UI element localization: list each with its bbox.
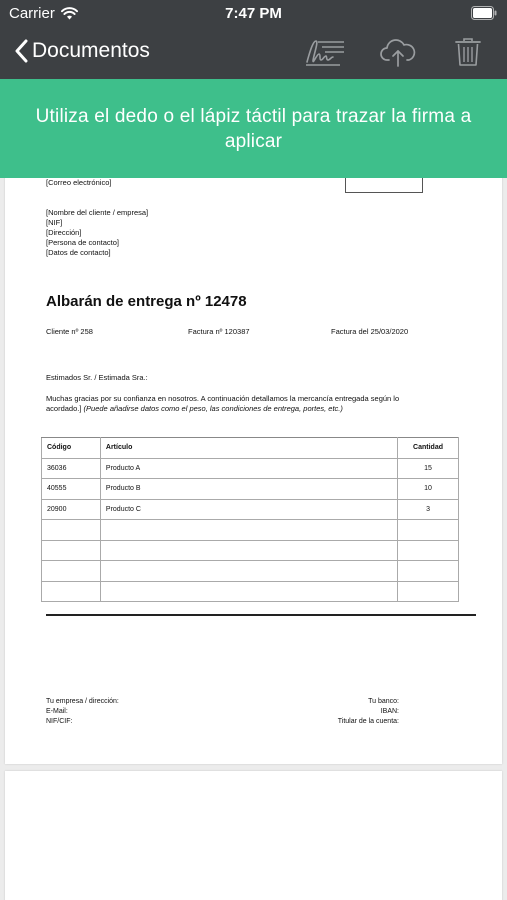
trash-icon (455, 37, 481, 67)
client-line: [Persona de contacto] (46, 238, 119, 247)
table-cell: 36036 (42, 458, 101, 479)
footer-line: E-Mail: (46, 708, 68, 715)
carrier-label: Carrier (9, 5, 55, 22)
table-cell (42, 581, 101, 602)
table-cell (398, 520, 459, 541)
client-line: [NIF] (46, 218, 63, 227)
email-placeholder: [Correo electrónico] (46, 178, 112, 187)
delete-button[interactable] (446, 34, 490, 70)
table-cell (100, 520, 397, 541)
signature-instruction-banner (0, 79, 507, 178)
table-row (42, 499, 459, 520)
table-cell: Producto B (100, 479, 397, 500)
client-block (46, 208, 148, 258)
table-cell (42, 520, 101, 541)
status-bar (0, 0, 507, 28)
table-row (42, 458, 459, 479)
chevron-left-icon (14, 39, 30, 63)
banner-text: Utiliza el dedo o el lápiz táctil para trazar la firma a aplicar (35, 106, 472, 152)
footer-line: IBAN: (380, 708, 399, 715)
table-row (42, 561, 459, 582)
table-row (42, 581, 459, 602)
table-header-row (42, 438, 459, 459)
signature-icon (304, 37, 346, 67)
signature-button[interactable] (303, 34, 347, 70)
table-cell: 40555 (42, 479, 101, 500)
document-page[interactable] (5, 160, 502, 764)
document-title: Albarán de entrega nº 12478 (46, 293, 247, 310)
table-row (42, 540, 459, 561)
client-line: [Nombre del cliente / empresa] (46, 208, 149, 217)
table-cell: Producto C (100, 499, 397, 520)
body-line: acordado.] (46, 404, 82, 413)
back-button[interactable] (14, 39, 150, 63)
invoice-date: Factura del 25/03/2020 (331, 327, 409, 336)
footer-line: Tu empresa / dirección: (46, 698, 119, 705)
table-row (42, 520, 459, 541)
footer-line: NIF/CIF: (46, 718, 73, 725)
body-line-2 (46, 404, 466, 414)
table-cell (42, 540, 101, 561)
greeting: Estimados Sr. / Estimada Sra.: (46, 373, 148, 382)
column-header: Cantidad (398, 438, 459, 459)
footer-line: Titular de la cuenta: (337, 718, 399, 725)
footer-company (46, 697, 119, 727)
table-cell (42, 561, 101, 582)
column-header: Código (42, 438, 101, 459)
client-line: [Datos de contacto] (46, 248, 111, 257)
divider-line (46, 614, 476, 616)
upload-button[interactable] (376, 34, 420, 70)
footer-line: Tu banco: (368, 698, 399, 705)
navigation-bar (0, 28, 507, 79)
client-line: [Dirección] (46, 228, 82, 237)
table-cell: 10 (398, 479, 459, 500)
table-cell (100, 561, 397, 582)
body-note: (Puede añadirse datos como el peso, las condiciones de entrega, portes, etc.) (83, 404, 343, 413)
table-cell: Producto A (100, 458, 397, 479)
body-text (46, 394, 466, 414)
table-row (42, 479, 459, 500)
table-cell: 15 (398, 458, 459, 479)
items-table (41, 437, 459, 602)
cloud-upload-icon (379, 37, 417, 67)
table-cell (398, 540, 459, 561)
body-line: Muchas gracias por su confianza en nosotros. A continuación detallamos la mercancía entregada según lo (46, 394, 400, 403)
header (0, 0, 507, 79)
column-header: Artículo (100, 438, 397, 459)
battery-icon (471, 6, 497, 20)
invoice-number: Factura nº 120387 (188, 327, 250, 336)
footer-bank (338, 697, 399, 727)
table-cell (100, 581, 397, 602)
table-cell: 3 (398, 499, 459, 520)
next-document-page[interactable] (5, 771, 502, 900)
status-time: 7:47 PM (225, 5, 282, 22)
client-number: Cliente nº 258 (46, 327, 93, 336)
table-cell (100, 540, 397, 561)
table-cell: 20900 (42, 499, 101, 520)
back-label: Documentos (32, 39, 150, 62)
table-cell (398, 561, 459, 582)
table-cell (398, 581, 459, 602)
